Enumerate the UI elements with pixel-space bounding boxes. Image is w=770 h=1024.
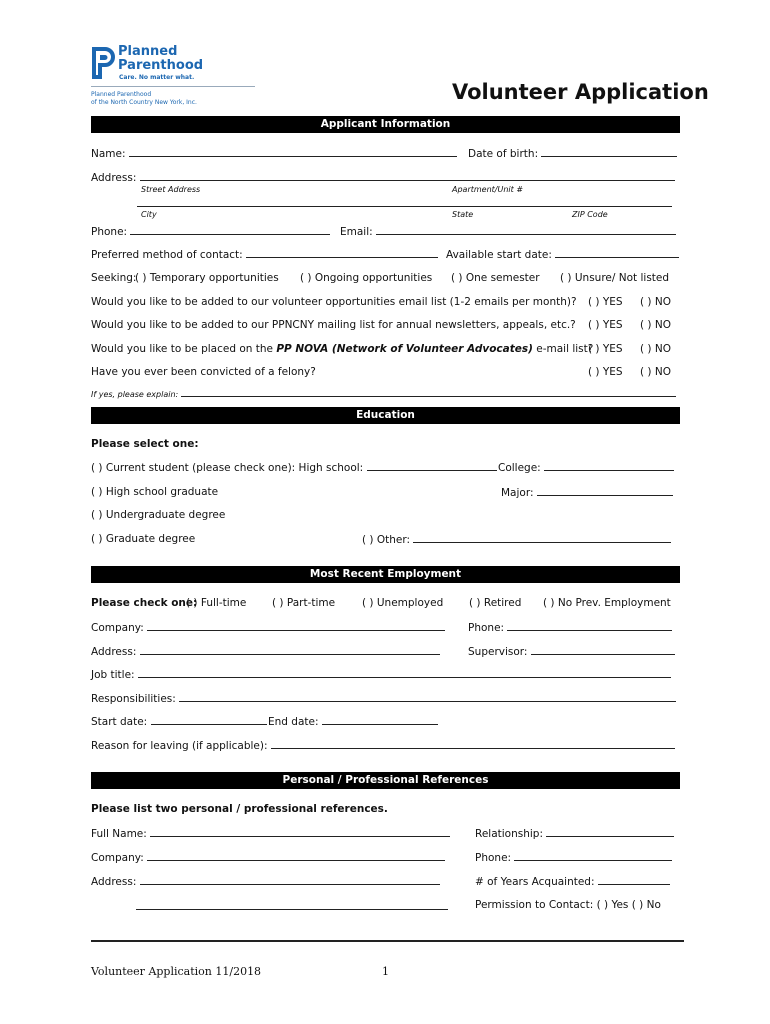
q1-no[interactable]: ( ) NO bbox=[640, 296, 671, 308]
footer-label: Volunteer Application 11/2018 bbox=[91, 965, 262, 978]
question-nova: Would you like to be placed on the PP NOVA (Network of Volunteer Advocates) e-mail list? bbox=[91, 343, 594, 355]
logo-tagline: Care. No matter what. bbox=[119, 74, 195, 81]
address-line-2[interactable] bbox=[137, 206, 672, 207]
employment-fulltime[interactable]: ( ) Full-time bbox=[186, 597, 247, 609]
responsibilities-field[interactable]: Responsibilities: bbox=[91, 692, 676, 705]
pp-logo-icon bbox=[91, 46, 115, 80]
reference-address-field[interactable]: Address: bbox=[91, 875, 440, 888]
logo-divider bbox=[91, 86, 255, 87]
reason-leaving-field[interactable]: Reason for leaving (if applicable): bbox=[91, 739, 675, 752]
seeking-semester[interactable]: ( ) One semester bbox=[451, 272, 540, 284]
employment-retired[interactable]: ( ) Retired bbox=[469, 597, 522, 609]
section-header-references: Personal / Professional References bbox=[91, 772, 680, 789]
seeking-unsure[interactable]: ( ) Unsure/ Not listed bbox=[560, 272, 670, 284]
current-student-option[interactable]: ( ) Current student (please check one): High school: bbox=[91, 461, 497, 474]
reference-phone-field[interactable]: Phone: bbox=[475, 851, 672, 864]
question-felony: Have you ever been convicted of a felony? bbox=[91, 366, 316, 378]
page-number: 1 bbox=[382, 965, 389, 978]
logo-subtitle: Planned Parenthood of the North Country New York, Inc. bbox=[91, 91, 197, 106]
grad-degree-option[interactable]: ( ) Graduate degree bbox=[91, 533, 196, 545]
education-select-label: Please select one: bbox=[91, 438, 199, 450]
zip-label: ZIP Code bbox=[572, 210, 608, 219]
employer-company-field[interactable]: Company: bbox=[91, 621, 445, 634]
city-label: City bbox=[141, 210, 157, 219]
reference-permission[interactable]: Permission to Contact: ( ) Yes ( ) No bbox=[475, 899, 661, 911]
footer-divider bbox=[91, 940, 684, 942]
supervisor-field[interactable]: Supervisor: bbox=[468, 645, 675, 658]
employment-check-label: Please check one: bbox=[91, 597, 198, 609]
section-header-applicant: Applicant Information bbox=[91, 116, 680, 133]
major-field[interactable]: Major: bbox=[501, 486, 673, 499]
reference-address-line-2[interactable] bbox=[136, 909, 448, 910]
start-date-field[interactable]: Available start date: bbox=[446, 248, 679, 261]
reference-years-field[interactable]: # of Years Acquainted: bbox=[475, 875, 670, 888]
employment-parttime[interactable]: ( ) Part-time bbox=[272, 597, 336, 609]
explain-field[interactable]: If yes, please explain: bbox=[91, 389, 676, 399]
q2-yes[interactable]: ( ) YES bbox=[588, 319, 623, 331]
q3-no[interactable]: ( ) NO bbox=[640, 343, 671, 355]
undergrad-option[interactable]: ( ) Undergraduate degree bbox=[91, 509, 226, 521]
street-address-label: Street Address bbox=[141, 185, 201, 194]
q2-no[interactable]: ( ) NO bbox=[640, 319, 671, 331]
email-field[interactable]: Email: bbox=[340, 225, 676, 238]
hs-graduate-option[interactable]: ( ) High school graduate bbox=[91, 486, 219, 498]
section-header-education: Education bbox=[91, 407, 680, 424]
apartment-label: Apartment/Unit # bbox=[452, 185, 524, 194]
employer-phone-field[interactable]: Phone: bbox=[468, 621, 672, 634]
state-label: State bbox=[452, 210, 474, 219]
seeking-ongoing[interactable]: ( ) Ongoing opportunities bbox=[300, 272, 433, 284]
q4-no[interactable]: ( ) NO bbox=[640, 366, 671, 378]
other-education-field[interactable]: ( ) Other: bbox=[362, 533, 671, 546]
reference-company-field[interactable]: Company: bbox=[91, 851, 445, 864]
reference-name-field[interactable]: Full Name: bbox=[91, 827, 450, 840]
page-title: Volunteer Application bbox=[452, 80, 709, 104]
phone-field[interactable]: Phone: bbox=[91, 225, 330, 238]
q1-yes[interactable]: ( ) YES bbox=[588, 296, 623, 308]
section-header-employment: Most Recent Employment bbox=[91, 566, 680, 583]
job-title-field[interactable]: Job title: bbox=[91, 668, 671, 681]
references-intro: Please list two personal / professional references. bbox=[91, 803, 388, 815]
end-date-field[interactable]: End date: bbox=[268, 715, 438, 728]
employment-unemployed[interactable]: ( ) Unemployed bbox=[362, 597, 444, 609]
address-field[interactable]: Address: bbox=[91, 171, 675, 184]
contact-method-field[interactable]: Preferred method of contact: bbox=[91, 248, 438, 261]
q4-yes[interactable]: ( ) YES bbox=[588, 366, 623, 378]
question-email-list: Would you like to be added to our volunteer opportunities email list (1-2 emails per month)? bbox=[91, 296, 577, 308]
name-field[interactable]: Name: bbox=[91, 147, 457, 160]
college-field[interactable]: College: bbox=[498, 461, 674, 474]
start-date-employment-field[interactable]: Start date: bbox=[91, 715, 267, 728]
q3-yes[interactable]: ( ) YES bbox=[588, 343, 623, 355]
seeking-label: Seeking: bbox=[91, 272, 137, 284]
reference-relationship-field[interactable]: Relationship: bbox=[475, 827, 674, 840]
logo-name: Planned Parenthood bbox=[118, 44, 204, 73]
question-mailing-list: Would you like to be added to our PPNCNY mailing list for annual newsletters, appeals, etc.? bbox=[91, 319, 576, 331]
dob-field[interactable]: Date of birth: bbox=[468, 147, 677, 160]
employer-address-field[interactable]: Address: bbox=[91, 645, 440, 658]
seeking-temporary[interactable]: ( ) Temporary opportunities bbox=[135, 272, 279, 284]
employment-none[interactable]: ( ) No Prev. Employment bbox=[543, 597, 671, 609]
